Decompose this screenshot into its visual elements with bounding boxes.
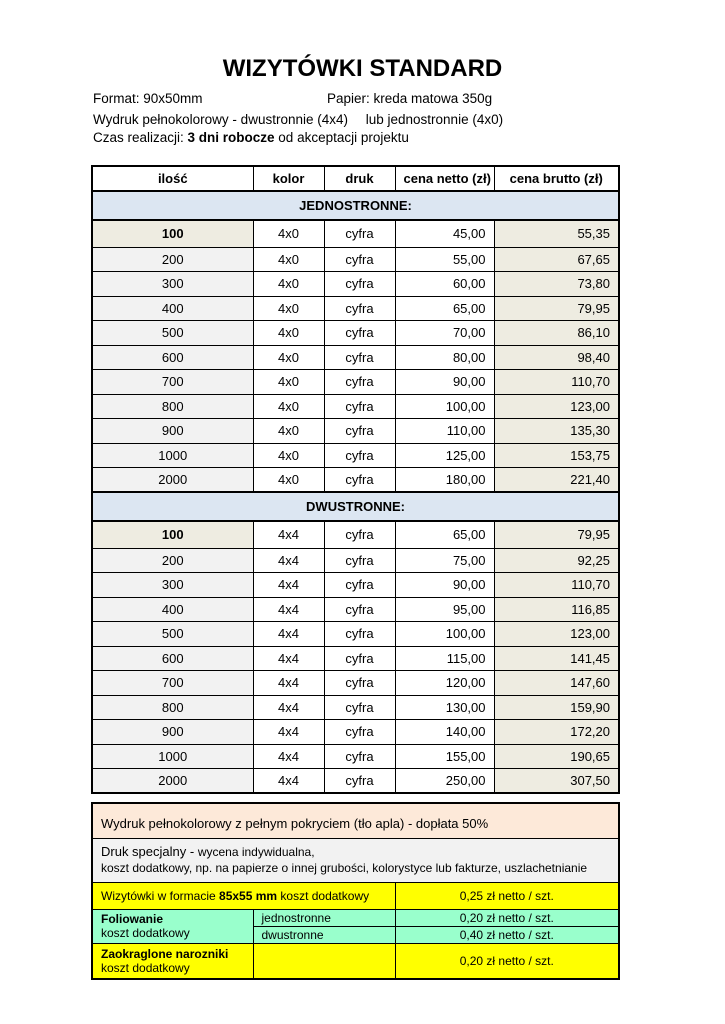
- table-row: [92, 597, 619, 622]
- color-cell: 4x4: [253, 769, 324, 794]
- quantity-cell: 400: [92, 597, 253, 622]
- table-row: [92, 744, 619, 769]
- gross-price-cell: 141,45: [494, 646, 619, 671]
- table-row: [92, 548, 619, 573]
- table-row: [92, 419, 619, 444]
- special-print-note: wycena indywidualna,: [197, 845, 315, 859]
- price-table: [91, 165, 620, 794]
- quantity-cell: 600: [92, 345, 253, 370]
- format-row: [92, 882, 619, 909]
- color-cell: 4x4: [253, 622, 324, 647]
- print-cell: cyfra: [324, 521, 395, 548]
- special-print-detail: koszt dodatkowy, np. na papierze o innej grubości, kolorystyce lub fakturze, uszlachetnianie: [101, 861, 588, 875]
- price-table-body: [92, 191, 619, 793]
- section-row: [92, 191, 619, 220]
- gross-price-cell: 123,00: [494, 622, 619, 647]
- print-cell: cyfra: [324, 419, 395, 444]
- gross-price-cell: 73,80: [494, 272, 619, 297]
- table-row: [92, 468, 619, 493]
- gross-price-cell: 98,40: [494, 345, 619, 370]
- gross-price-cell: 86,10: [494, 321, 619, 346]
- table-row: [92, 769, 619, 794]
- table-row: [92, 345, 619, 370]
- quantity-cell: 2000: [92, 769, 253, 794]
- quantity-cell: 700: [92, 370, 253, 395]
- quantity-cell: 900: [92, 720, 253, 745]
- quantity-cell: 500: [92, 622, 253, 647]
- foil-label: Foliowanie: [101, 912, 164, 926]
- net-price-cell: 80,00: [395, 345, 494, 370]
- color-cell: 4x0: [253, 443, 324, 468]
- lead-time-value: 3 dni robocze: [187, 130, 275, 145]
- table-row: [92, 622, 619, 647]
- format-size: 85x55 mm: [219, 888, 278, 903]
- table-row: [92, 394, 619, 419]
- gross-price-cell: 110,70: [494, 370, 619, 395]
- color-cell: 4x0: [253, 345, 324, 370]
- gross-price-cell: 221,40: [494, 468, 619, 493]
- table-row: [92, 272, 619, 297]
- color-cell: 4x0: [253, 394, 324, 419]
- gross-price-cell: 190,65: [494, 744, 619, 769]
- format-cost-label: koszt dodatkowy: [277, 888, 370, 903]
- quantity-cell: 300: [92, 272, 253, 297]
- net-price-cell: 180,00: [395, 468, 494, 493]
- full-color-surcharge: Wydruk pełnokolorowy z pełnym pokryciem (tło apla) - dopłata 50%: [92, 803, 619, 838]
- quantity-cell: 1000: [92, 443, 253, 468]
- net-price-cell: 100,00: [395, 394, 494, 419]
- print-info-alt: lub jednostronnie (4x0): [365, 112, 504, 127]
- lead-time-suffix: od akceptacji projektu: [274, 130, 409, 145]
- net-price-cell: 120,00: [395, 671, 494, 696]
- color-cell: 4x4: [253, 521, 324, 548]
- gross-price-cell: 79,95: [494, 521, 619, 548]
- foil-sub: koszt dodatkowy: [101, 926, 190, 940]
- gross-price-cell: 110,70: [494, 573, 619, 598]
- print-cell: cyfra: [324, 296, 395, 321]
- gross-price-cell: 67,65: [494, 247, 619, 272]
- quantity-cell: 800: [92, 695, 253, 720]
- print-cell: cyfra: [324, 769, 395, 794]
- table-row: [92, 370, 619, 395]
- table-row: [92, 443, 619, 468]
- color-cell: 4x4: [253, 671, 324, 696]
- rounded-corners-price: 0,20 zł netto / szt.: [395, 943, 619, 979]
- special-print-title: Druk specjalny -: [101, 844, 198, 859]
- column-header: druk: [324, 166, 395, 191]
- column-header: kolor: [253, 166, 324, 191]
- quantity-cell: 100: [92, 220, 253, 247]
- gross-price-cell: 79,95: [494, 296, 619, 321]
- rounded-corners-label-cell: [92, 943, 253, 979]
- net-price-cell: 60,00: [395, 272, 494, 297]
- table-row: [92, 521, 619, 548]
- section-label: DWUSTRONNE:: [92, 492, 619, 521]
- section-label: JEDNOSTRONNE:: [92, 191, 619, 220]
- print-cell: cyfra: [324, 548, 395, 573]
- format-label-cell: [92, 882, 395, 909]
- rounded-corners-row: [92, 943, 619, 979]
- gross-price-cell: 147,60: [494, 671, 619, 696]
- gross-price-cell: 55,35: [494, 220, 619, 247]
- color-cell: 4x4: [253, 573, 324, 598]
- color-cell: 4x0: [253, 370, 324, 395]
- net-price-cell: 130,00: [395, 695, 494, 720]
- foil-option-two: dwustronne: [253, 926, 395, 943]
- quantity-cell: 900: [92, 419, 253, 444]
- color-cell: 4x0: [253, 247, 324, 272]
- color-cell: 4x0: [253, 321, 324, 346]
- quantity-cell: 300: [92, 573, 253, 598]
- print-cell: cyfra: [324, 247, 395, 272]
- net-price-cell: 65,00: [395, 521, 494, 548]
- gross-price-cell: 153,75: [494, 443, 619, 468]
- table-row: [92, 296, 619, 321]
- color-cell: 4x0: [253, 296, 324, 321]
- quantity-cell: 700: [92, 671, 253, 696]
- print-info: [93, 112, 503, 127]
- quantity-cell: 400: [92, 296, 253, 321]
- quantity-cell: 200: [92, 548, 253, 573]
- print-cell: cyfra: [324, 443, 395, 468]
- format-label: Wizytówki w formacie: [101, 888, 220, 903]
- column-header: cena netto (zł): [395, 166, 494, 191]
- print-cell: cyfra: [324, 220, 395, 247]
- print-cell: cyfra: [324, 394, 395, 419]
- rounded-corners-sub: koszt dodatkowy: [101, 960, 190, 975]
- table-row: [92, 695, 619, 720]
- format-info: Format: 90x50mm: [93, 91, 203, 106]
- print-cell: cyfra: [324, 468, 395, 493]
- net-price-cell: 100,00: [395, 622, 494, 647]
- foil-option-one: jednostronne: [253, 909, 395, 926]
- net-price-cell: 70,00: [395, 321, 494, 346]
- quantity-cell: 100: [92, 521, 253, 548]
- net-price-cell: 65,00: [395, 296, 494, 321]
- rounded-corners-label: Zaokraglone narozniki: [101, 946, 229, 961]
- foil-price-two: 0,40 zł netto / szt.: [395, 926, 619, 943]
- gross-price-cell: 135,30: [494, 419, 619, 444]
- color-cell: 4x4: [253, 720, 324, 745]
- print-cell: cyfra: [324, 622, 395, 647]
- color-cell: 4x4: [253, 744, 324, 769]
- rounded-corners-empty: [253, 943, 395, 979]
- net-price-cell: 250,00: [395, 769, 494, 794]
- net-price-cell: 95,00: [395, 597, 494, 622]
- full-color-row: [92, 803, 619, 838]
- print-info-main: Wydruk pełnokolorowy - dwustronnie (4x4): [93, 112, 348, 127]
- foil-row-one: [92, 909, 619, 926]
- table-row: [92, 646, 619, 671]
- print-cell: cyfra: [324, 744, 395, 769]
- color-cell: 4x0: [253, 220, 324, 247]
- print-cell: cyfra: [324, 321, 395, 346]
- net-price-cell: 90,00: [395, 573, 494, 598]
- format-price: 0,25 zł netto / szt.: [395, 882, 619, 909]
- quantity-cell: 600: [92, 646, 253, 671]
- color-cell: 4x0: [253, 272, 324, 297]
- gross-price-cell: 159,90: [494, 695, 619, 720]
- net-price-cell: 125,00: [395, 443, 494, 468]
- net-price-cell: 90,00: [395, 370, 494, 395]
- net-price-cell: 110,00: [395, 419, 494, 444]
- print-cell: cyfra: [324, 695, 395, 720]
- color-cell: 4x0: [253, 419, 324, 444]
- lead-time-label: Czas realizacji:: [93, 130, 188, 145]
- net-price-cell: 55,00: [395, 247, 494, 272]
- quantity-cell: 1000: [92, 744, 253, 769]
- quantity-cell: 800: [92, 394, 253, 419]
- gross-price-cell: 307,50: [494, 769, 619, 794]
- print-cell: cyfra: [324, 345, 395, 370]
- special-print-row: [92, 838, 619, 882]
- quantity-cell: 500: [92, 321, 253, 346]
- page-title: WIZYTÓWKI STANDARD: [222, 55, 503, 82]
- gross-price-cell: 92,25: [494, 548, 619, 573]
- table-row: [92, 573, 619, 598]
- table-row: [92, 671, 619, 696]
- special-print-cell: [92, 838, 619, 882]
- table-row: [92, 247, 619, 272]
- color-cell: 4x4: [253, 597, 324, 622]
- table-row: [92, 720, 619, 745]
- quantity-cell: 200: [92, 247, 253, 272]
- quantity-cell: 2000: [92, 468, 253, 493]
- gross-price-cell: 172,20: [494, 720, 619, 745]
- net-price-cell: 140,00: [395, 720, 494, 745]
- print-cell: cyfra: [324, 646, 395, 671]
- lead-time-info: [93, 130, 409, 145]
- table-header-row: [92, 166, 619, 191]
- table-row: [92, 321, 619, 346]
- section-row: [92, 492, 619, 521]
- column-header: ilość: [92, 166, 253, 191]
- color-cell: 4x4: [253, 695, 324, 720]
- paper-info: Papier: kreda matowa 350g: [327, 91, 493, 106]
- column-header: cena brutto (zł): [494, 166, 619, 191]
- net-price-cell: 45,00: [395, 220, 494, 247]
- color-cell: 4x4: [253, 548, 324, 573]
- print-cell: cyfra: [324, 597, 395, 622]
- net-price-cell: 155,00: [395, 744, 494, 769]
- gross-price-cell: 123,00: [494, 394, 619, 419]
- color-cell: 4x0: [253, 468, 324, 493]
- print-cell: cyfra: [324, 720, 395, 745]
- color-cell: 4x4: [253, 646, 324, 671]
- table-row: [92, 220, 619, 247]
- foil-price-one: 0,20 zł netto / szt.: [395, 909, 619, 926]
- print-cell: cyfra: [324, 370, 395, 395]
- print-cell: cyfra: [324, 573, 395, 598]
- gross-price-cell: 116,85: [494, 597, 619, 622]
- net-price-cell: 75,00: [395, 548, 494, 573]
- net-price-cell: 115,00: [395, 646, 494, 671]
- extras-table: [91, 802, 620, 980]
- print-cell: cyfra: [324, 671, 395, 696]
- print-cell: cyfra: [324, 272, 395, 297]
- foil-label-cell: [92, 909, 253, 943]
